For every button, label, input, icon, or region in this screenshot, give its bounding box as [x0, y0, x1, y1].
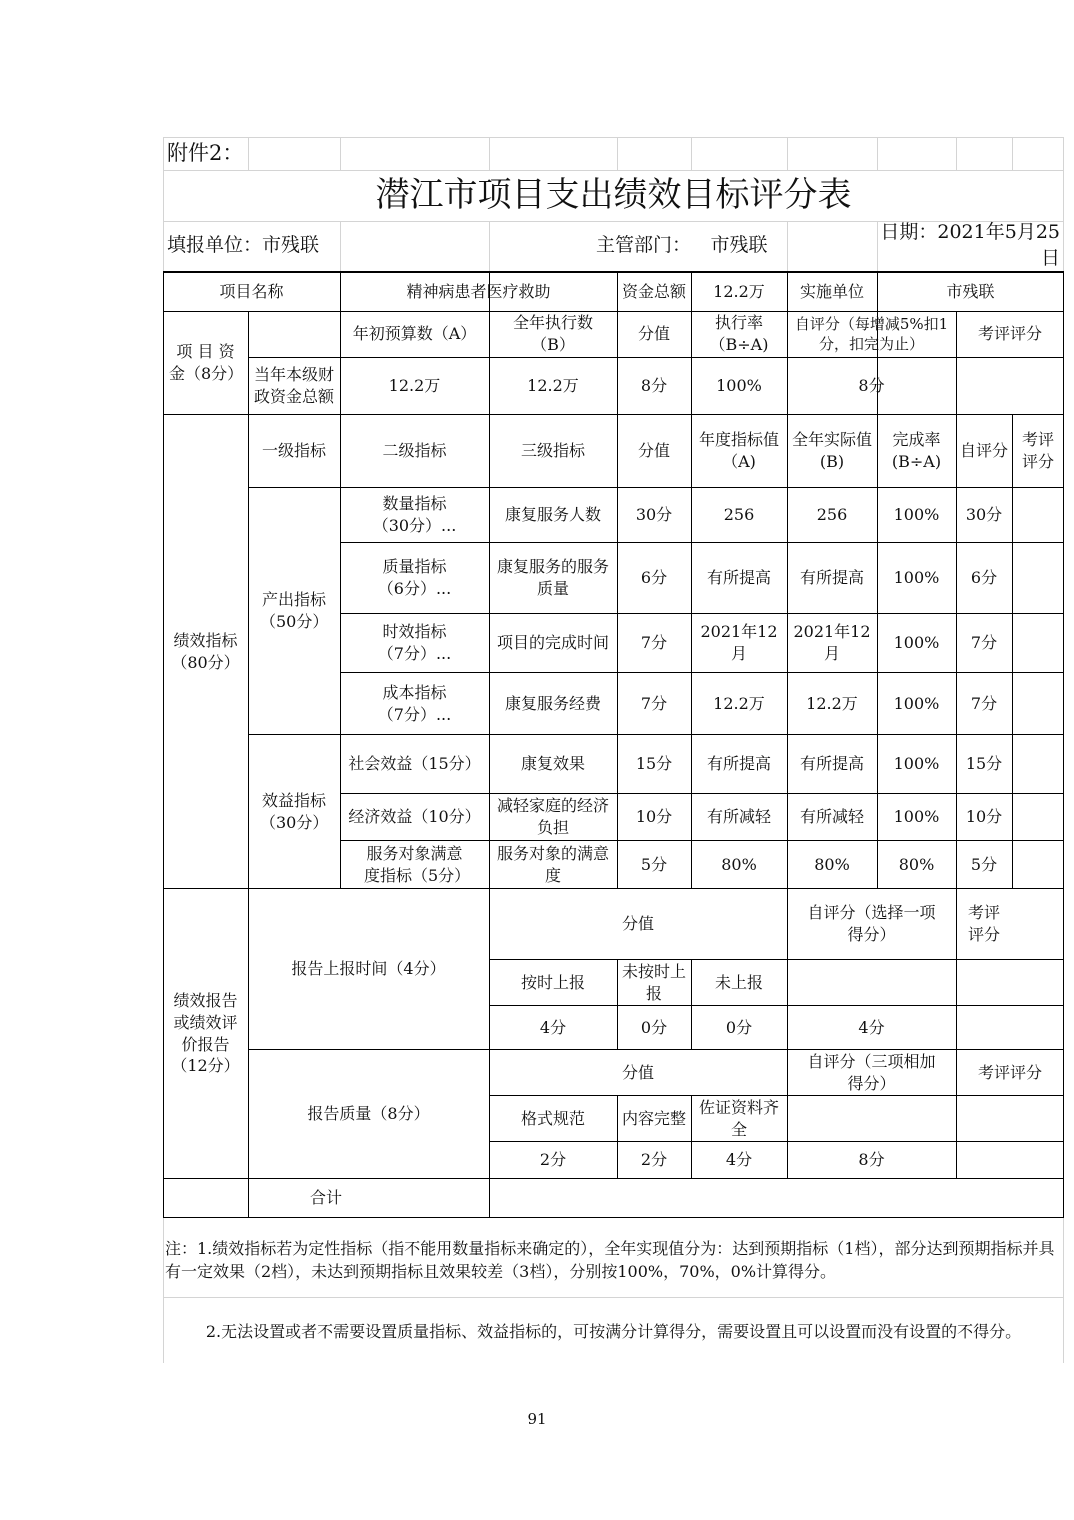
- grid-line: [787, 221, 788, 271]
- perf-row-actual: 256: [816, 505, 848, 525]
- perf-row-actual: 12.2万: [806, 693, 858, 713]
- note-2: 2.无法设置或者不需要设置质量指标、效益指标的，可按满分计算得分，需要设置且可以设置而没有设置的不得分。: [205, 1322, 1022, 1341]
- option-on-time: 按时上报: [520, 972, 585, 992]
- impl-unit-label: 实施单位: [799, 281, 864, 301]
- perf-row-rate: 100%: [893, 505, 940, 525]
- perf-row-actual: 2021年12月: [793, 622, 871, 663]
- total-funds-value: 12.2万: [713, 281, 765, 301]
- perf-row-l2: 成本指标（7分）...: [377, 682, 452, 724]
- perf-header-l2: 二级指标: [382, 441, 447, 461]
- perf-row-target: 80%: [721, 854, 757, 874]
- not-on-time-score: 0分: [640, 1017, 668, 1037]
- criterion-format: 格式规范: [520, 1108, 585, 1128]
- perf-header-target: 年度指标值（A): [698, 430, 779, 471]
- perf-row-score: 5分: [640, 854, 668, 874]
- project-name-label: 项目名称: [219, 281, 284, 301]
- perf-row-self: 15分: [965, 754, 1003, 774]
- report-time-score-header: 分值: [621, 914, 654, 934]
- project-name-value: 精神病患者医疗救助: [406, 281, 551, 301]
- funds-header-rate: 执行率（B÷A): [709, 313, 769, 354]
- grid-line: [163, 1297, 1064, 1298]
- funds-header-eval: 考评评分: [977, 324, 1042, 344]
- perf-row-l3: 康复效果: [520, 754, 585, 774]
- perf-section-label: 绩效指标（80分）: [171, 630, 240, 672]
- content-score: 2分: [640, 1150, 668, 1170]
- criterion-content: 内容完整: [621, 1108, 686, 1128]
- perf-row-score: 30分: [635, 505, 673, 525]
- perf-row-target: 有所减轻: [706, 807, 771, 827]
- funds-row-label: 当年本级财政资金总额: [253, 364, 334, 406]
- report-time-eval-header: 考评评分: [967, 903, 1000, 944]
- perf-row-self: 5分: [970, 854, 998, 874]
- grid-line: [340, 137, 341, 170]
- dept-label: 主管部门：: [595, 234, 691, 257]
- perf-row-rate: 100%: [893, 754, 940, 774]
- funds-budget: 12.2万: [388, 375, 441, 395]
- grid-line: [617, 137, 618, 170]
- perf-row-l2: 质量指标（6分）...: [377, 557, 452, 598]
- score-sheet: [163, 137, 1064, 1363]
- report-quality-self-header: 自评分（三项相加得分）: [807, 1051, 936, 1093]
- perf-row-self: 6分: [970, 568, 998, 588]
- grid-line: [956, 137, 957, 170]
- perf-row-l2: 数量指标（30分）...: [372, 494, 457, 535]
- option-not-reported: 未上报: [714, 972, 763, 992]
- grid-line: [163, 137, 1064, 138]
- border-line: [163, 1217, 1064, 1218]
- option-not-on-time: 未按时上报: [621, 961, 686, 1003]
- format-score: 2分: [539, 1150, 567, 1170]
- perf-row-rate: 80%: [898, 854, 935, 874]
- funds-header-self: 自评分（每增减5%扣1分，扣完为止）: [794, 314, 949, 353]
- total-funds-label: 资金总额: [621, 281, 686, 301]
- funds-score: 8分: [640, 375, 668, 395]
- perf-row-score: 7分: [640, 693, 668, 713]
- perf-row-target: 有所提高: [706, 754, 771, 774]
- perf-header-score: 分值: [637, 441, 670, 461]
- benefit-indicator-group: 效益指标（30分）: [260, 790, 329, 832]
- perf-row-rate: 100%: [893, 633, 940, 653]
- perf-row-self: 10分: [965, 807, 1003, 827]
- total-label: 合计: [309, 1188, 342, 1208]
- not-reported-score: 0分: [725, 1017, 753, 1037]
- perf-row-l3: 服务对象的满意度: [496, 843, 609, 885]
- report-section-label: 绩效报告或绩效评价报告（12分）: [171, 991, 240, 1076]
- funds-header-budget: 年初预算数（A）: [352, 324, 477, 344]
- report-date: 日期：2021年5月25日: [880, 221, 1060, 269]
- grid-line: [877, 137, 878, 170]
- dept-value: 市残联: [710, 234, 768, 257]
- perf-row-l2: 经济效益（10分）: [348, 807, 481, 827]
- page-title: 潜江市项目支出绩效目标评分表: [375, 174, 852, 215]
- grid-line: [489, 137, 490, 170]
- perf-row-actual: 有所减轻: [799, 807, 864, 827]
- report-quality-eval-header: 考评评分: [977, 1062, 1042, 1082]
- perf-row-target: 256: [723, 505, 755, 525]
- perf-header-l1: 一级指标: [261, 441, 326, 461]
- perf-row-target: 12.2万: [713, 693, 765, 713]
- perf-row-rate: 100%: [893, 693, 940, 713]
- perf-row-l3: 项目的完成时间: [496, 633, 609, 653]
- perf-header-eval: 考评评分: [1021, 430, 1054, 471]
- perf-row-l2: 服务对象满意度指标（5分）: [364, 843, 471, 885]
- funds-rate: 100%: [716, 375, 762, 395]
- evidence-score: 4分: [725, 1150, 753, 1170]
- perf-row-target: 有所提高: [706, 568, 771, 588]
- perf-row-l2: 社会效益（15分）: [348, 754, 481, 774]
- perf-row-actual: 80%: [814, 854, 850, 874]
- perf-row-self: 7分: [970, 693, 998, 713]
- perf-row-target: 2021年12月: [700, 622, 778, 663]
- grid-line: [1012, 137, 1013, 170]
- report-time-label: 报告上报时间（4分）: [291, 959, 446, 979]
- perf-row-self: 30分: [965, 505, 1003, 525]
- perf-row-actual: 有所提高: [799, 568, 864, 588]
- grid-line: [691, 137, 692, 170]
- output-indicator-group: 产出指标（50分）: [260, 590, 329, 631]
- attachment-label: 附件2：: [167, 141, 244, 166]
- report-quality-score-header: 分值: [621, 1062, 654, 1082]
- perf-header-self: 自评分: [959, 441, 1008, 461]
- perf-row-score: 7分: [640, 633, 668, 653]
- perf-row-l2: 时效指标（7分）...: [377, 622, 452, 663]
- funds-header-exec: 全年执行数（B）: [512, 313, 593, 354]
- note-1: 注：1.绩效指标若为定性指标（指不能用数量指标来确定的），全年实现值分为：达到预期指标（1档），部分达到预期指标并具有一定效果（2档），未达到预期指标且效果较差（3档），分别按100%，70%，0%计算得分。: [165, 1239, 1055, 1282]
- perf-header-rate: 完成率(B÷A): [891, 430, 942, 471]
- perf-header-actual: 全年实际值(B): [791, 430, 872, 471]
- perf-row-rate: 100%: [893, 568, 940, 588]
- report-quality-label: 报告质量（8分）: [307, 1104, 430, 1124]
- perf-row-l3: 减轻家庭的经济负担: [496, 796, 609, 837]
- report-time-self-header: 自评分（选择一项得分）: [807, 903, 936, 944]
- grid-line: [787, 137, 788, 170]
- reporting-unit: 填报单位：市残联: [167, 234, 320, 257]
- perf-header-l3: 三级指标: [520, 441, 585, 461]
- page-number: 91: [527, 1410, 547, 1428]
- report-quality-self-score: 8分: [858, 1150, 885, 1170]
- perf-row-self: 7分: [970, 633, 998, 653]
- perf-row-l3: 康复服务的服务质量: [496, 557, 609, 598]
- funds-exec: 12.2万: [527, 375, 579, 395]
- perf-row-l3: 康复服务经费: [504, 693, 601, 713]
- funds-section-label: 项 目 资 金（8分）: [169, 341, 244, 383]
- perf-row-score: 6分: [640, 568, 668, 588]
- impl-unit-value: 市残联: [946, 281, 995, 301]
- on-time-score: 4分: [539, 1017, 567, 1037]
- perf-row-actual: 有所提高: [799, 754, 864, 774]
- funds-header-score: 分值: [637, 324, 670, 344]
- criterion-evidence: 佐证资料齐全: [698, 1097, 779, 1139]
- funds-self: 8分: [858, 375, 885, 395]
- perf-row-score: 10分: [635, 807, 673, 827]
- perf-row-l3: 康复服务人数: [504, 505, 601, 525]
- perf-row-score: 15分: [635, 754, 673, 774]
- perf-row-rate: 100%: [893, 807, 940, 827]
- grid-line: [489, 221, 490, 271]
- report-time-self-score: 4分: [858, 1017, 885, 1037]
